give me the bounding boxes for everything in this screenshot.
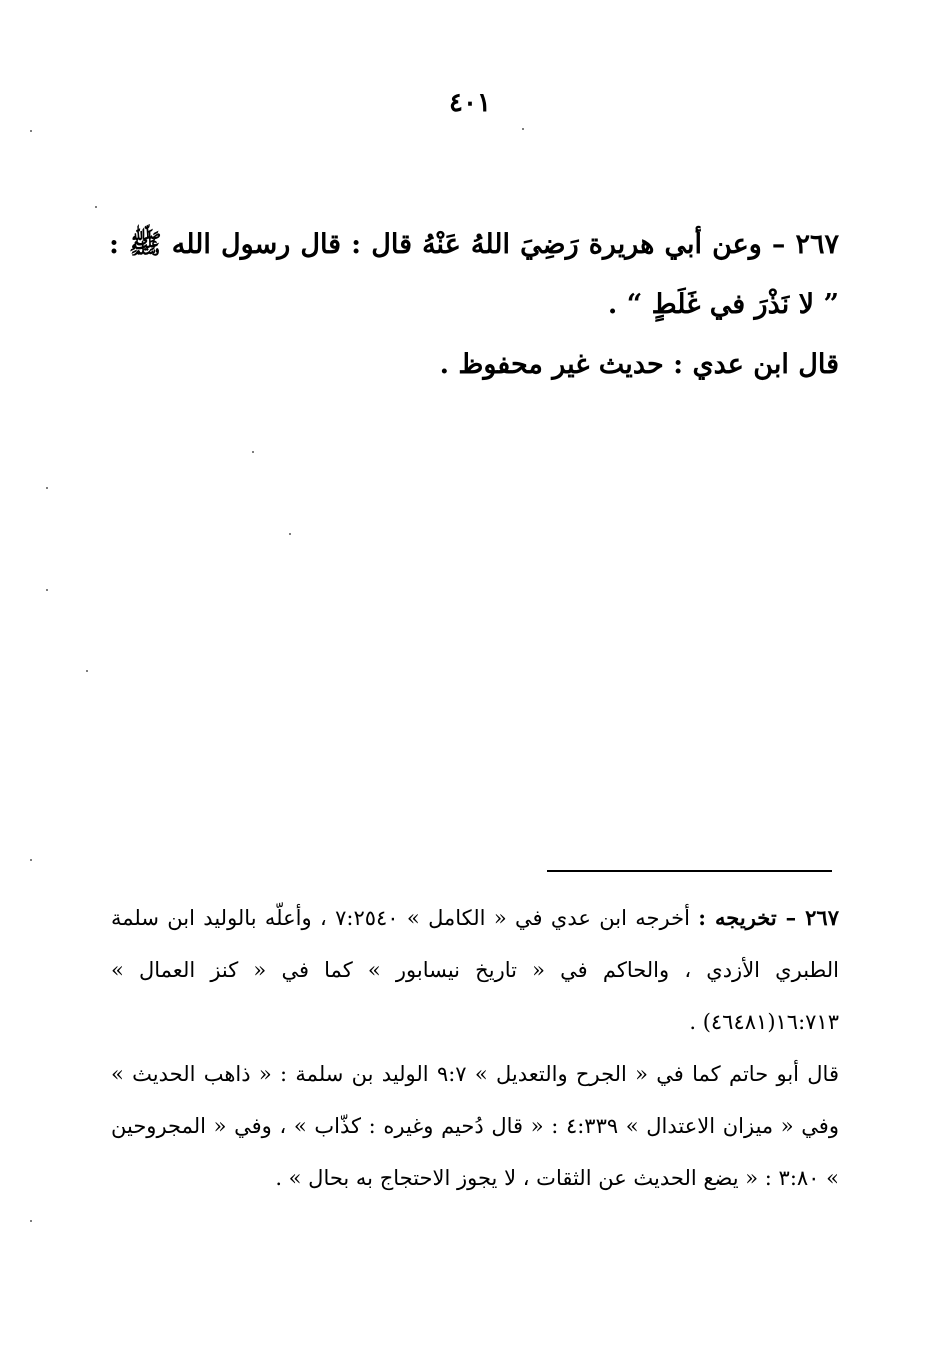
footnote-divider	[547, 870, 832, 872]
scan-speck	[86, 670, 88, 672]
scan-speck	[522, 128, 524, 130]
narrator-criticism-footnote: قال أبو حاتم كما في « الجرح والتعديل » ٩:٧ الوليد بن سلمة : « ذاهب الحديث » وفي « ميزان الاعتدال » ٤:٣٣٩ : « قال دُحيم وغيره : كذّاب » ، وفي « المجروحين » ٣:٨٠ : « يضع الحديث عن الثقات ، لا يجوز الاحتجاج به بحال » .	[111, 1062, 839, 1190]
hadith-body	[109, 215, 839, 395]
hadith-text: ٢٦٧ – وعن أبي هريرة رَضِيَ اللهُ عَنْهُ قال : قال رسول الله ﷺ : ” لا نَذْرَ في غَلَطٍ “ .	[109, 229, 839, 320]
footnotes	[111, 892, 839, 1204]
page-number: ٤٠١	[449, 88, 491, 118]
scan-speck	[30, 130, 32, 132]
scan-speck	[30, 1220, 32, 1222]
takhrij-text: أخرجه ابن عدي في « الكامل » ٧:٢٥٤٠ ، وأعلّه بالوليد ابن سلمة الطبري الأزدي ، والحاكم في « تاريخ نيسابور » كما في « كنز العمال » ١٦:٧١٣(٤٦٤٨١) .	[111, 906, 839, 1034]
scan-speck	[46, 589, 48, 591]
scan-speck	[252, 451, 254, 453]
scan-speck	[95, 206, 97, 208]
scan-speck	[46, 487, 48, 489]
scan-speck	[30, 859, 32, 861]
takhrij-label: ٢٦٧ – تخريجه :	[698, 905, 839, 930]
scan-speck	[289, 533, 291, 535]
hadith-comment: قال ابن عدي : حديث غير محفوظ .	[439, 349, 839, 380]
takhrij-footnote	[111, 892, 839, 1048]
